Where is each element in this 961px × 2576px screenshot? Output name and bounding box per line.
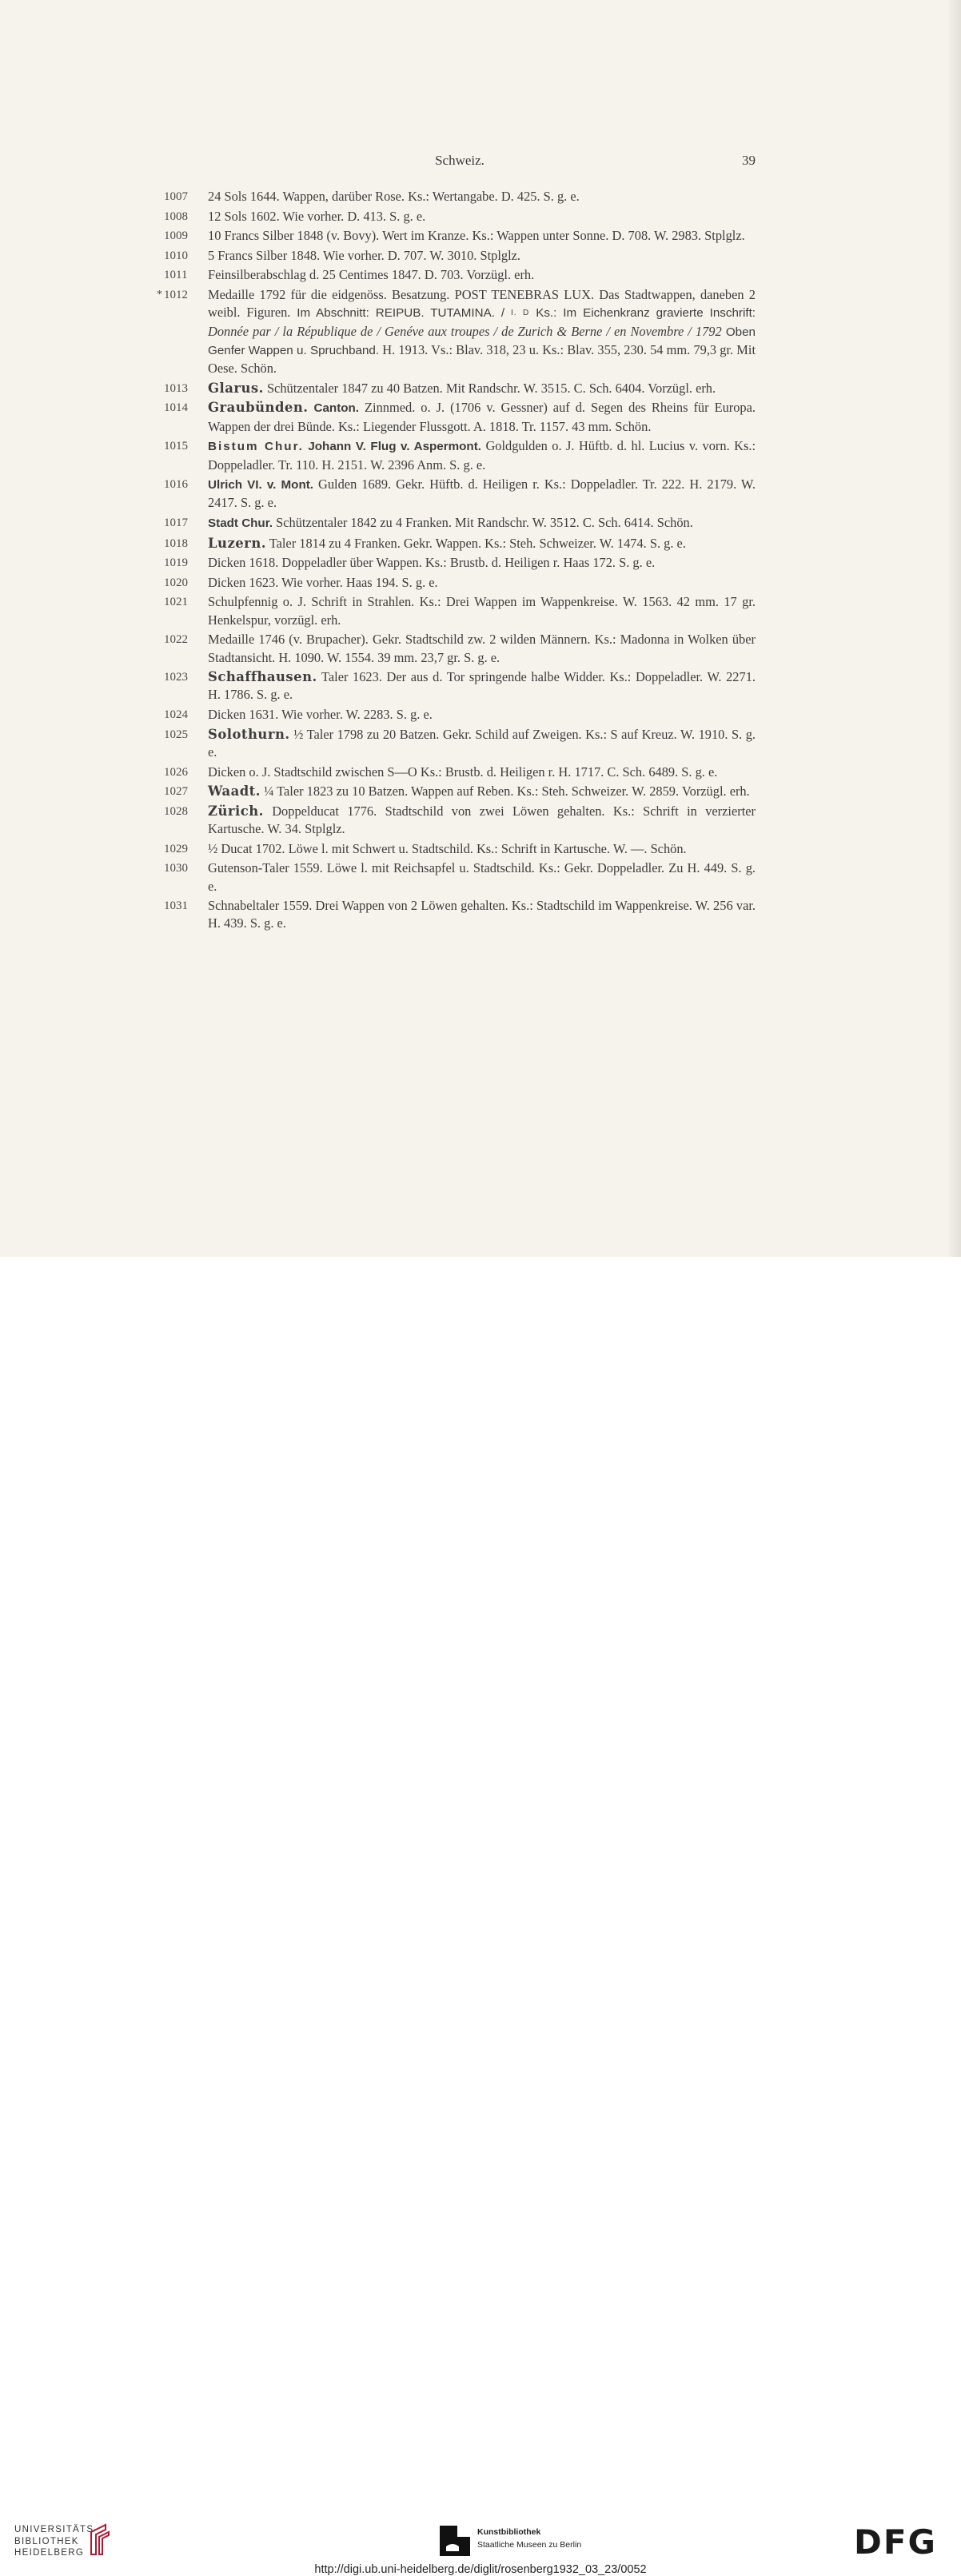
entry-text: Doppelducat 1776. Stadtschild von zwei Löwen gehalten. Ks.: Schrift in verzierter Kartusche. W. 34. Stplglz.	[208, 803, 756, 837]
lot-number: 1029	[164, 842, 188, 855]
entry-text: Taler 1814 zu 4 Franken. Gekr. Wappen. Ks.: Steh. Schweizer. W. 1474. S. g. e.	[265, 535, 686, 551]
entry-text: Gutenson-Taler 1559. Löwe l. mit Reichsapfel u. Stadtschild. Ks.: Gekr. Doppeladler. Zu H. 449. S. g. e.	[208, 860, 756, 894]
catalog-entry	[164, 476, 756, 512]
source-url-link[interactable]: http://digi.ub.uni-heidelberg.de/diglit/rosenberg1932_03_23/0052	[314, 2563, 647, 2576]
university-line: HEIDELBERG	[14, 2548, 85, 2558]
lot-number: 1019	[164, 556, 188, 570]
lot-number: 1021	[164, 596, 188, 609]
lot-number: 1013	[164, 381, 188, 395]
kunstbibliothek-logo-icon[interactable]	[440, 2526, 470, 2556]
university-line: BIBLIOTHEK	[14, 2536, 79, 2546]
entry-text: Gulden 1689. Gekr. Hüftb. d. Heiligen r. Ks.: Doppeladler. Tr. 222. H. 2179. W. 2417. S. g. e.	[208, 477, 756, 511]
entry-text: Oben Genfer Wappen u. Spruchband.	[208, 325, 756, 357]
lot-number: 1025	[164, 728, 188, 741]
lot-number: 1030	[164, 862, 188, 875]
catalog-entry	[164, 266, 756, 284]
catalog-entry	[164, 803, 756, 839]
lot-number: 1010	[164, 249, 188, 262]
entry-text: Schützentaler 1842 zu 4 Franken. Mit Randschr. W. 3512. C. Sch. 6414. Schön.	[273, 515, 693, 531]
entry-text: 5 Francs Silber 1848. Wie vorher. D. 707. W. 3010. Stplglz.	[208, 247, 521, 263]
entry-text: Dicken 1618. Doppeladler über Wappen. Ks.: Brustb. d. Heiligen r. Haas 172. S. g. e.	[208, 555, 656, 571]
page-number: 39	[742, 153, 756, 168]
entry-text: ½ Ducat 1702. Löwe l. mit Schwert u. Stadtschild. Ks.: Schrift in Kartusche. W. —. Schön.	[208, 840, 687, 856]
entry-text: Dicken 1623. Wie vorher. Haas 194. S. g. e.	[208, 574, 438, 590]
catalog-entry	[164, 399, 756, 436]
entry-text: Stadt Chur.	[208, 516, 273, 531]
catalog-entry	[164, 859, 756, 895]
catalog-entry	[164, 726, 756, 762]
lot-number: 1018	[164, 536, 188, 550]
catalog-entry	[164, 631, 756, 667]
catalog-entry	[164, 380, 756, 397]
university-line: UNIVERSITÄTS-	[14, 2525, 98, 2534]
entry-text: ¼ Taler 1823 zu 10 Batzen. Wappen auf Reben. Ks.: Steh. Schweizer. W. 2859. Vorzügl. erh.	[260, 784, 750, 800]
lot-number: 1009	[164, 229, 188, 243]
lot-number: 1027	[164, 785, 188, 799]
lot-number: 1028	[164, 804, 188, 818]
entry-text: Bistum Chur.	[208, 440, 304, 454]
dfg-logo[interactable]: DFG	[854, 2522, 938, 2562]
catalog-entry	[164, 783, 756, 800]
catalog-entry	[164, 897, 756, 933]
catalog-entry	[164, 247, 756, 265]
entry-text: Donnée par / la République de / Genéve aux troupes / de Zurich & Berne / en Novembre / 1792	[208, 323, 722, 339]
entry-text: Solothurn.	[208, 726, 290, 742]
entry-text: H. 1913. Vs.: Blav. 318, 23 u. Ks.: Blav. 355, 230. 54 mm. 79,3 gr. Mit Oese. Schön.	[208, 341, 756, 377]
entry-text: Ks.: Im Eichenkranz gravierte Inschrift:	[529, 306, 756, 321]
catalog-entry	[164, 514, 756, 532]
digitization-footer	[0, 1257, 961, 2576]
lot-number: 1026	[164, 765, 188, 779]
lot-number: 1024	[164, 708, 188, 722]
catalog-entry	[164, 188, 756, 205]
header-title: Schweiz.	[435, 153, 484, 168]
entry-text: ½ Taler 1798 zu 20 Batzen. Gekr. Schild auf Zweigen. Ks.: S auf Kreuz. W. 1910. S. g. e.	[208, 726, 756, 760]
catalog-entry	[164, 535, 756, 552]
entry-text: Luzern.	[208, 535, 266, 551]
catalog-entry	[164, 764, 756, 781]
lot-number: 1011	[164, 269, 188, 282]
lot-number: 1031	[164, 899, 188, 913]
entry-text: Waadt.	[208, 784, 261, 800]
entry-text: Dicken 1631. Wie vorher. W. 2283. S. g. e.	[208, 707, 433, 723]
lot-number: 1008	[164, 209, 188, 223]
lot-number: 1012	[164, 288, 188, 301]
lot-number: 1022	[164, 633, 188, 647]
lot-number: 1014	[164, 401, 188, 415]
entry-text: Graubünden.	[208, 400, 309, 416]
catalog-entry	[164, 227, 756, 245]
entry-text: 24 Sols 1644. Wappen, darüber Rose. Ks.: Wertangabe. D. 425. S. g. e.	[208, 189, 580, 204]
kunstbibliothek-name[interactable]	[477, 2526, 581, 2551]
lot-number: 1015	[164, 440, 188, 453]
lot-number: 1020	[164, 576, 188, 589]
entry-text: Im Abschnitt: REIPUB. TUTAMINA. /	[297, 306, 512, 321]
entry-text: Zürich.	[208, 803, 264, 819]
entry-text: Schnabeltaler 1559. Drei Wappen von 2 Löwen gehalten. Ks.: Stadtschild im Wappenkreise. W. 256 var. H. 439. S. g. e.	[208, 898, 756, 931]
entry-text: Medaille 1792 für die eidgenöss. Besatzung. POST TENEBRAS LUX. Das Stadtwappen, daneben 2 weibl. Figuren.	[208, 286, 756, 321]
entry-text: Schützentaler 1847 zu 40 Batzen. Mit Randschr. W. 3515. C. Sch. 6404. Vorzügl. erh.	[263, 380, 716, 396]
catalog-entry	[157, 286, 756, 377]
entry-text	[308, 400, 313, 415]
entry-text: Canton.	[313, 401, 360, 416]
ub-heidelberg-logo-icon[interactable]	[88, 2522, 112, 2558]
entry-text: Ulrich VI. v. Mont.	[208, 478, 314, 492]
entry-text: Johann V. Flug v. Aspermont.	[308, 440, 481, 454]
entry-text: Feinsilberabschlag d. 25 Centimes 1847. D. 703. Vorzügl. erh.	[208, 267, 535, 283]
entry-text: I. D	[511, 309, 530, 318]
entry-text: 12 Sols 1602. Wie vorher. D. 413. S. g. e.	[208, 208, 426, 224]
entry-text: Glarus.	[208, 380, 264, 396]
entry-text: Schulpfennig o. J. Schrift in Strahlen. Ks.: Drei Wappen im Wappenkreise. W. 1563. 42 mm. 17 gr. Henkelspur, vorzügl. erh.	[208, 594, 756, 628]
lot-number: 1007	[164, 190, 188, 203]
catalog-entry	[164, 574, 756, 592]
entry-text: Dicken o. J. Stadtschild zwischen S—O Ks.: Brustb. d. Heiligen r. H. 1717. C. Sch. 6489. S. g. e.	[208, 764, 718, 780]
entry-text: Zinnmed. o. J. (1706 v. Gessner) auf d. Segen des Rheins für Europa. Wappen der drei Bünde. Ks.: Liegender Flussgott. A. 1818. Tr. 1157. 43 mm. Schön.	[208, 400, 756, 434]
entry-text: Taler 1623. Der aus d. Tor springende halbe Widder. Ks.: Doppeladler. W. 2271. H. 1786. S. g. e.	[208, 669, 756, 703]
entry-text: Medaille 1746 (v. Brupacher). Gekr. Stadtschild zw. 2 wilden Männern. Ks.: Madonna in Wolken über Stadtansicht. H. 1090. W. 1554. 39 mm. 23,7 gr. S. g. e.	[208, 632, 756, 665]
catalog-entry	[164, 593, 756, 629]
lot-number: 1016	[164, 478, 188, 492]
kb-subtitle: Staatliche Museen zu Berlin	[477, 2540, 582, 2550]
lot-number: 1017	[164, 516, 188, 530]
catalog-entry	[164, 840, 756, 858]
scanned-page	[0, 0, 961, 1257]
catalog-entry	[164, 437, 756, 474]
running-header	[164, 153, 756, 172]
entry-text: Schaffhausen.	[208, 669, 317, 685]
catalog-entry	[164, 554, 756, 572]
entry-text: 10 Francs Silber 1848 (v. Bovy). Wert im Kranze. Ks.: Wappen unter Sonne. D. 708. W. 2983. Stplglz.	[208, 228, 745, 244]
catalog-entries	[157, 188, 756, 935]
catalog-entry	[164, 668, 756, 704]
catalog-entry	[164, 706, 756, 724]
university-library-name[interactable]	[14, 2524, 98, 2559]
illustrated-marker: *	[157, 288, 162, 301]
catalog-entry	[164, 208, 756, 225]
kb-title: Kunstbibliothek	[477, 2527, 541, 2537]
entry-text: Goldgulden o. J. Hüftb. d. hl. Lucius v. vorn. Ks.: Doppeladler. Tr. 110. H. 2151. W. 2396 Anm. S. g. e.	[208, 438, 756, 473]
lot-number: 1023	[164, 671, 188, 684]
